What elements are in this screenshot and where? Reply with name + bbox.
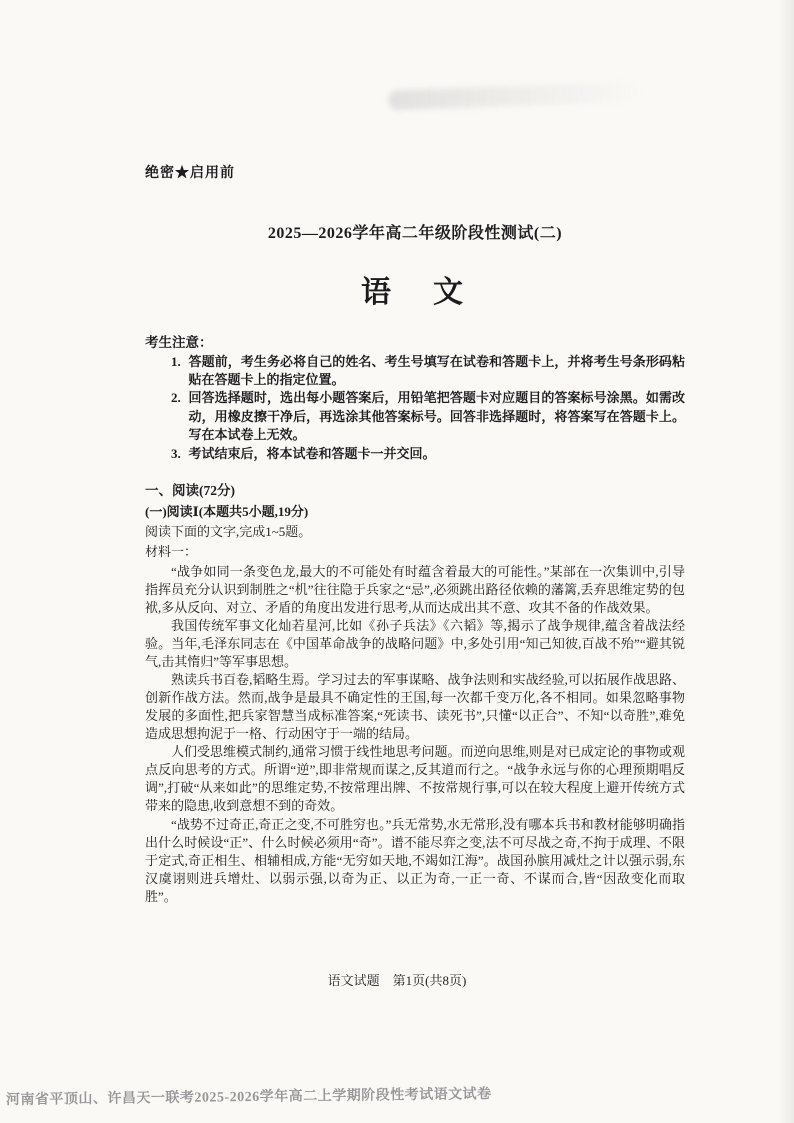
material-paragraph-1: “战争如同一条变色龙,最大的不可能处有时蕴含着最大的可能性。”某部在一次集训中,引导指挥员充分认识到制胜之“机”往往隐于兵家之“忌”,必须跳出路径依赖的藩篱,丢弃思维定势的包袱,多从反向、对立、矛盾的角度出发进行思考,从而达成出其不意、攻其不备的作战效果。 (145, 563, 685, 615)
section-subheading-reading-1: (一)阅读Ⅰ(本题共5小题,19分) (145, 504, 309, 520)
source-watermark: 河南省平顶山、许昌天一联考2025-2026学年高二上学期阶段性考试语文试卷 (5, 1087, 492, 1108)
material-paragraph-5: “战势不过奇正,奇正之变,不可胜穷也。”兵无常势,水无常形,没有哪本兵书和教材能够明确指出什么时候设“正”、什么时候必须用“奇”。谱不能尽弈之变,法不可尽战之奇,不拘于成理、不限于定式,奇正相生、相辅相成,方能“无穷如天地,不竭如江海”。战国孙膑用减灶之计以强示弱,东汉虞诩则进兵增灶、以弱示强,以奇为正、以正为奇,一正一奇、不谋而合,皆“因敌变化而取胜”。 (145, 816, 685, 904)
notice-item-number: 2. (171, 390, 181, 406)
reading-section (145, 481, 685, 906)
material-paragraph-3: 熟读兵书百卷,韬略生焉。学习过去的军事谋略、战争法则和实战经验,可以拓展作战思路、创新作战方法。然而,战争是最具不确定性的王国,每一次都千变万化,各不相同。如果忽略事物发展的多面性,把兵家智慧当成标准答案,“死读书、读死书”,只懂“以正合”、不知“以奇胜”,难免造成思想拘泥于一格、行动困守于一端的结局。 (145, 672, 685, 742)
page-content (145, 162, 685, 906)
notice-item-1 (171, 353, 685, 390)
notice-heading: 考生注意： (145, 335, 213, 350)
material-paragraph-2: 我国传统军事文化灿若星河,比如《孙子兵法》《六韬》等,揭示了战争规律,蕴含着战法经验。当年,毛泽东同志在《中国革命战争的战略问题》中,多处引用“知己知彼,百战不殆”“避其锐气,击其惰归”等军事思想。 (145, 617, 685, 669)
material-one-label: 材料一： (145, 544, 198, 560)
exam-session-title: 2025—2026学年高二年级阶段性测试(二) (267, 225, 563, 242)
classification-label: 绝密★启用前 (145, 166, 235, 181)
candidate-notice (145, 333, 685, 463)
scan-artifact-top (388, 82, 644, 111)
subject-title: 语 文 (361, 276, 469, 309)
page-footer: 语文试题 第1页(共8页) (327, 973, 467, 988)
notice-item-text: 考试结束后，将本试卷和答题卡一并交回。 (188, 445, 436, 461)
scan-edge-shadow (778, 0, 794, 1123)
notice-item-3 (171, 445, 685, 463)
notice-item-number: 3. (171, 445, 181, 461)
notice-item-text: 答题前，考生务必将自己的姓名、考生号填写在试卷和答题卡上，并将考生号条形码粘贴在答题卡上的指定位置。 (188, 353, 685, 388)
reading-instruction: 阅读下面的文字,完成1~5题。 (145, 524, 312, 540)
notice-item-2 (171, 389, 685, 444)
notice-item-text: 回答选择题时，选出每小题答案后，用铅笔把答题卡对应题目的答案标号涂黑。如需改动，用橡皮擦干净后，再选涂其他答案标号。回答非选择题时，将答案写在答题卡上。写在本试卷上无效。 (188, 390, 685, 443)
material-paragraph-4: 人们受思维模式制约,通常习惯于线性地思考问题。而逆向思维,则是对已成定论的事物或观点反向思考的方式。所谓“逆”,即非常规而谋之,反其道而行之。“战争永远与你的心理预期唱反调”,打破“从来如此”的思维定势,不按常理出牌、不按常规行事,可以在较大程度上避开传统方式带来的隐患,收到意想不到的奇效。 (145, 744, 685, 814)
section-heading-reading: 一、阅读(72分) (145, 483, 235, 499)
notice-item-number: 1. (171, 353, 181, 369)
